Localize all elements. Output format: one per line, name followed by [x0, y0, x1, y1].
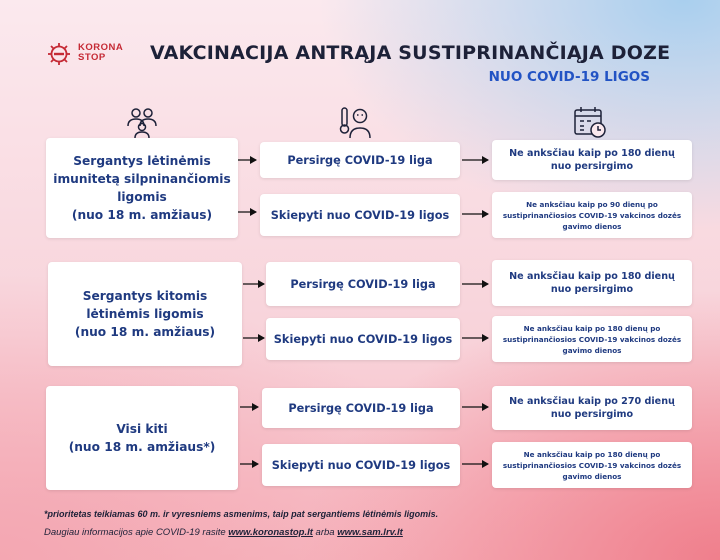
- condition-label: Skiepyti nuo COVID-19 ligos: [271, 458, 451, 472]
- condition-box-vaccinated: [262, 444, 460, 486]
- timing-box: [492, 316, 692, 362]
- timing-box: [492, 192, 692, 238]
- group-label: Visi kiti (nuo 18 m. amžiaus*): [68, 422, 216, 454]
- timing-label: Ne anksčiau kaip po 180 dienų po sustiprinančiosios COVID-19 vakcinos dozės gavimo dienos: [502, 323, 682, 355]
- condition-label: Persirgę COVID-19 liga: [290, 277, 436, 291]
- condition-label: Skiepyti nuo COVID-19 ligos: [273, 332, 453, 346]
- timing-box: [492, 442, 692, 488]
- condition-label: Persirgę COVID-19 liga: [288, 401, 434, 415]
- koronastop-link[interactable]: www.koronastop.lt: [228, 527, 313, 538]
- group-box-immunocompromised: [46, 138, 238, 238]
- timing-box: [492, 386, 692, 430]
- info-middle: arba: [312, 527, 338, 538]
- timing-label: Ne anksčiau kaip po 180 dienų nuo persirgimo: [509, 271, 675, 295]
- condition-box-recovered: [260, 142, 460, 178]
- condition-box-vaccinated: [260, 194, 460, 236]
- sam-link[interactable]: www.sam.lrv.lt: [337, 527, 403, 538]
- condition-label: Persirgę COVID-19 liga: [287, 153, 433, 167]
- group-box-chronic: [48, 262, 242, 366]
- timing-label: Ne anksčiau kaip po 180 dienų nuo persirgimo: [509, 148, 675, 172]
- footnote: *prioritetas teikiamas 60 m. ir vyresniems asmenims, taip pat sergantiems lėtinėmis ligomis.: [44, 509, 439, 519]
- info-prefix: Daugiau informacijos apie COVID-19 rasite: [44, 527, 229, 538]
- condition-box-vaccinated: [266, 318, 460, 360]
- timing-label: Ne anksčiau kaip po 180 dienų po sustiprinančiosios COVID-19 vakcinos dozės gavimo dienos: [502, 449, 682, 481]
- timing-label: Ne anksčiau kaip po 90 dienų po sustiprinančiosios COVID-19 vakcinos dozės gavimo dienos: [502, 199, 682, 231]
- page-subtitle: NUO COVID-19 LIGOS: [488, 69, 650, 85]
- timing-box: [492, 260, 692, 306]
- timing-box: [492, 140, 692, 180]
- condition-label: Skiepyti nuo COVID-19 ligos: [270, 208, 450, 222]
- logo-text: KORONA STOP: [78, 42, 124, 63]
- info-line: [44, 527, 403, 538]
- condition-box-recovered: [262, 388, 460, 428]
- group-label: Sergantys kitomis lėtinėmis ligomis (nuo 18 m. amžiaus): [74, 289, 216, 339]
- group-box-others: [46, 386, 238, 490]
- timing-label: Ne anksčiau kaip po 270 dienų nuo persirgimo: [509, 396, 675, 420]
- group-label: Sergantys lėtinėmis imunitetą silpninančiomis ligomis (nuo 18 m. amžiaus): [53, 154, 231, 222]
- condition-box-recovered: [266, 262, 460, 306]
- page-title: VAKCINACIJA ANTRĄJA SUSTIPRINANČIĄJA DOZE: [150, 42, 671, 64]
